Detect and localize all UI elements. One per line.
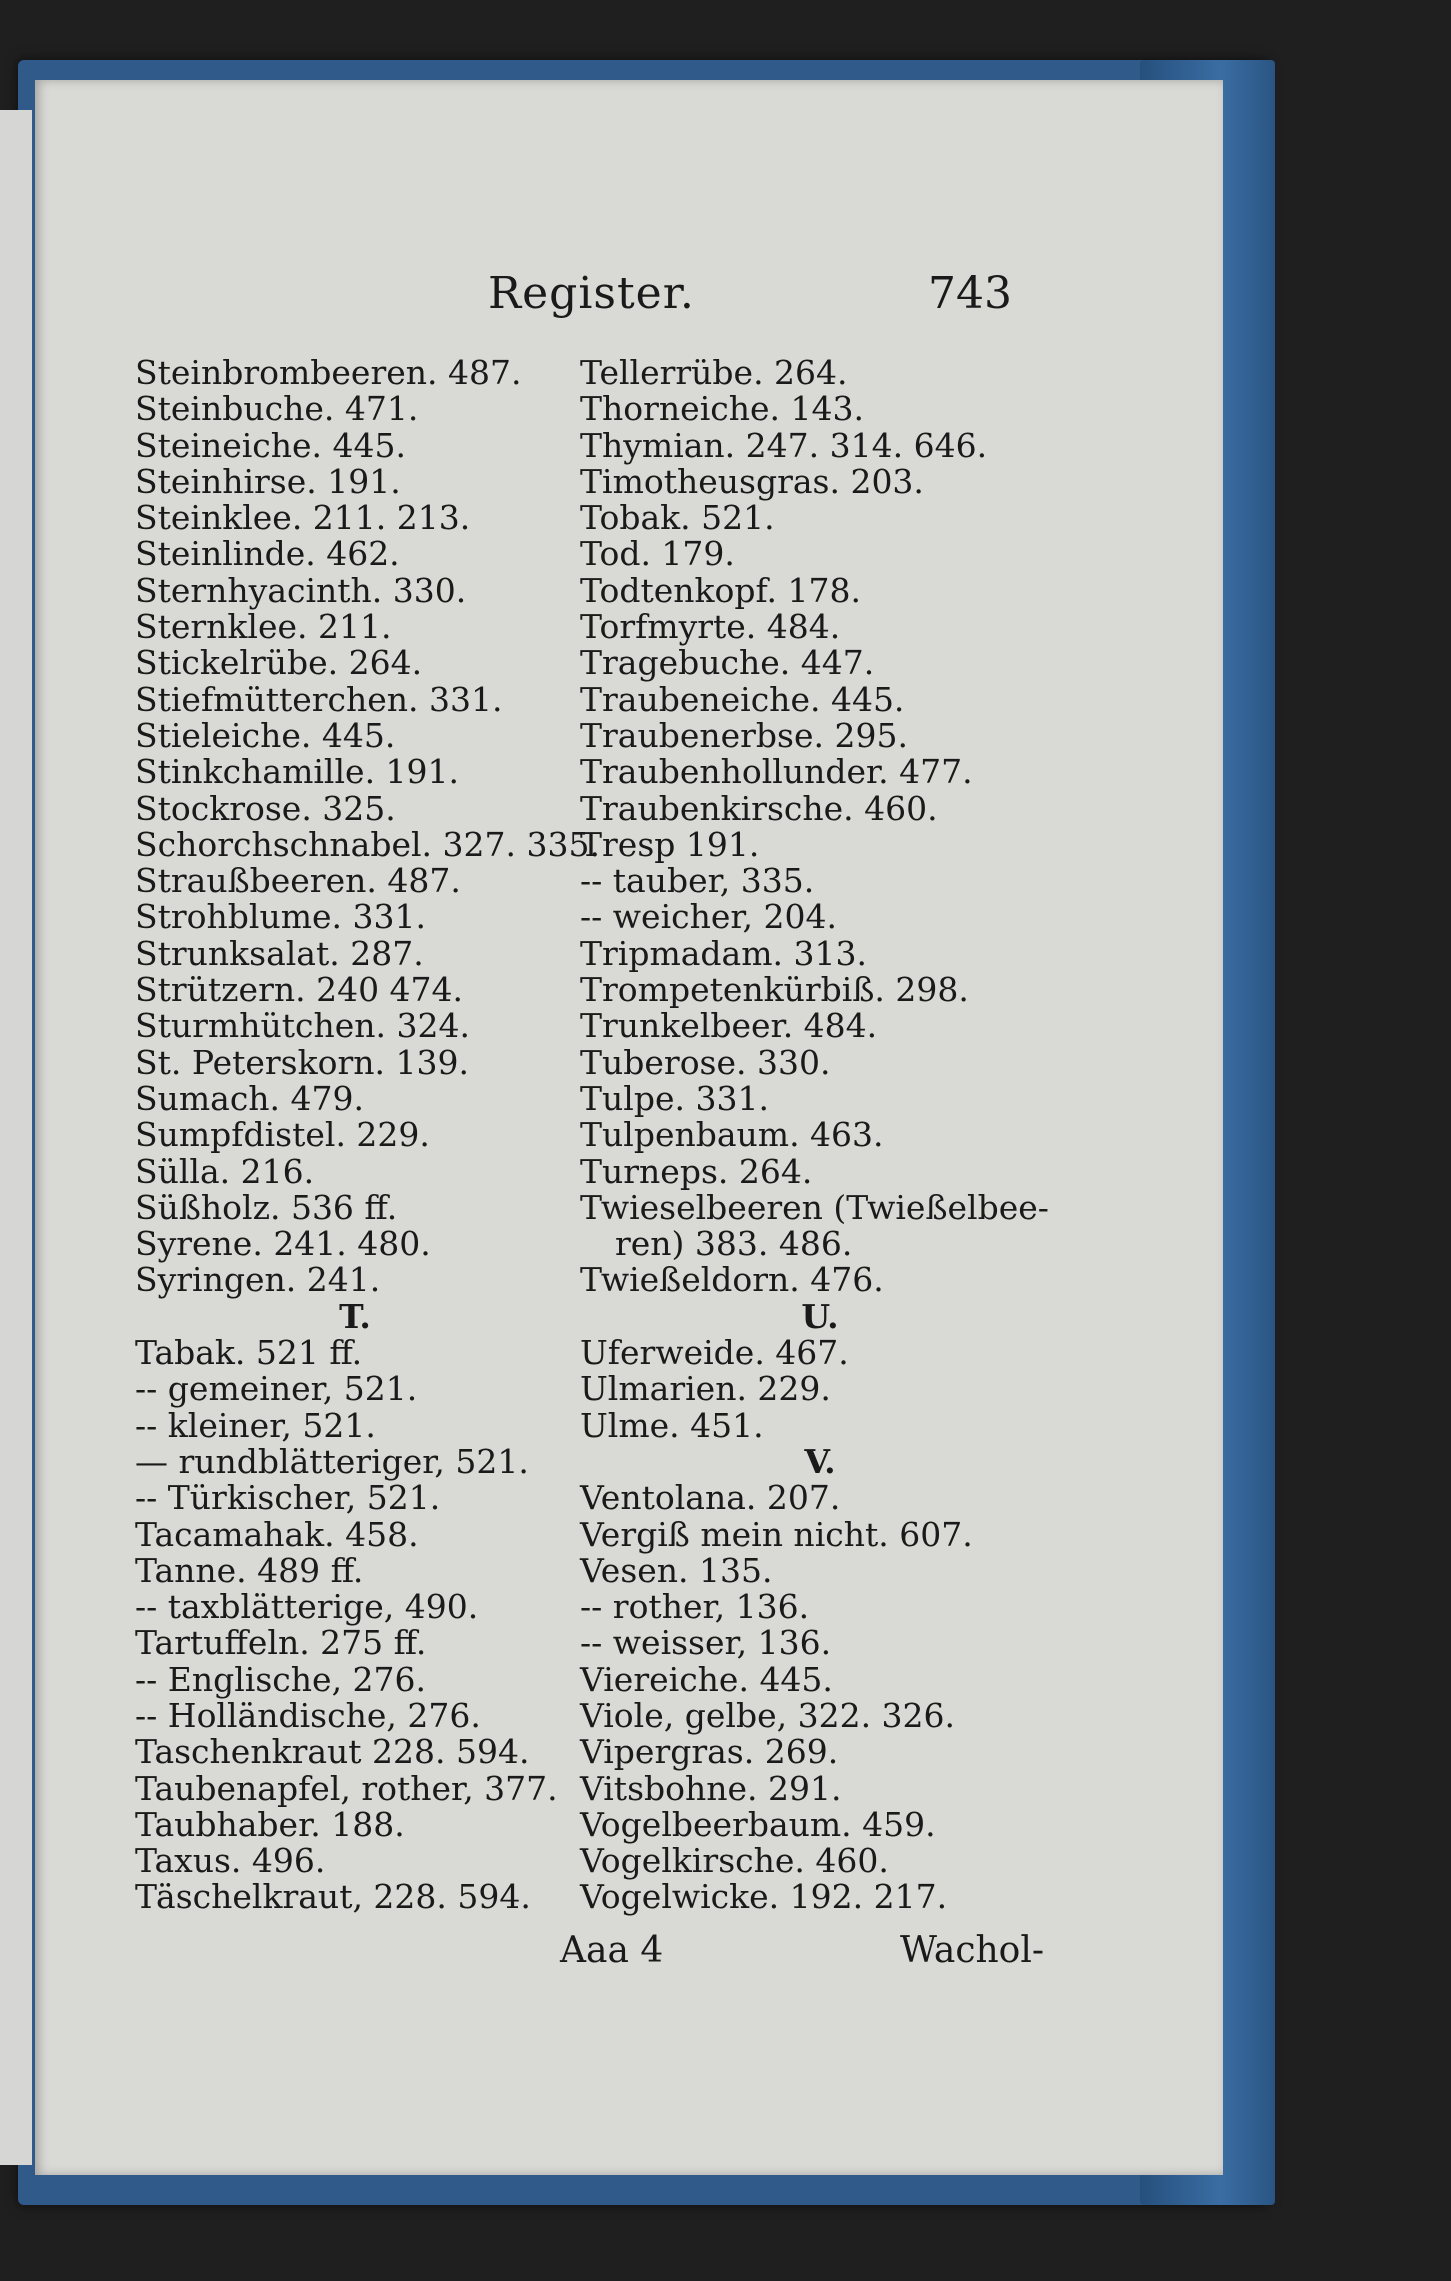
index-entry: Steinlinde. 462. (135, 534, 400, 574)
index-entry: Vogelbeerbaum. 459. (580, 1804, 936, 1844)
index-entry: Tresp 191. (580, 824, 760, 864)
index-entry: Taxus. 496. (135, 1841, 326, 1881)
index-entry: -- rother, 136. (580, 1587, 810, 1627)
index-entry: -- weisser, 136. (580, 1623, 832, 1663)
index-entry: -- weicher, 204. (580, 897, 837, 937)
index-entry: — rundblätteriger, 521. (135, 1441, 529, 1481)
index-entry: Tragebuche. 447. (580, 643, 875, 683)
index-entry: Timotheusgras. 203. (580, 461, 924, 501)
index-entry: Viole, gelbe, 322. 326. (580, 1695, 956, 1735)
index-entry: Syringen. 241. (135, 1260, 381, 1300)
index-entry: Tuberose. 330. (580, 1042, 831, 1082)
section-letter: U. (801, 1296, 839, 1336)
index-entry: ren) 383. 486. (615, 1224, 853, 1264)
index-entry: Todtenkopf. 178. (580, 570, 861, 610)
page-title: Register. (488, 268, 695, 319)
index-entry: -- Türkischer, 521. (135, 1478, 441, 1518)
index-entry: Strützern. 240 474. (135, 970, 464, 1010)
index-entry: Schorchschnabel. 327. 335. (135, 824, 600, 864)
index-entry: Twießeldorn. 476. (580, 1260, 884, 1300)
index-entry: Sturmhütchen. 324. (135, 1006, 470, 1046)
index-entry: Taubenapfel, rother, 377. (135, 1768, 558, 1808)
right-column (580, 355, 1060, 1916)
index-entry: Traubenerbse. 295. (580, 715, 908, 755)
index-entry: Steinhirse. 191. (135, 461, 401, 501)
index-entry: Tartuffeln. 275 ff. (135, 1623, 427, 1663)
index-entry: Thorneiche. 143. (580, 389, 864, 429)
index-entry: Steineiche. 445. (135, 425, 407, 465)
index-entry: Tulpenbaum. 463. (580, 1115, 884, 1155)
index-entry: Tobak. 521. (580, 498, 775, 538)
page-header (0, 268, 1451, 328)
index-entry: Ulme. 451. (580, 1405, 764, 1445)
index-entry: Tacamahak. 458. (135, 1514, 419, 1554)
index-entry: Vergiß mein nicht. 607. (580, 1514, 973, 1554)
index-entry: Vogelwicke. 192. 217. (580, 1877, 948, 1917)
index-entry: Sternhyacinth. 330. (135, 570, 467, 610)
index-entry: Steinklee. 211. 213. (135, 498, 471, 538)
index-entry: -- taxblätterige, 490. (135, 1587, 479, 1627)
index-entry: Viereiche. 445. (580, 1659, 833, 1699)
index-entry: Ulmarien. 229. (580, 1369, 831, 1409)
index-entry: Tulpe. 331. (580, 1078, 769, 1118)
index-entry: -- Englische, 276. (135, 1659, 427, 1699)
index-entry: Taubhaber. 188. (135, 1804, 405, 1844)
index-entry: Tod. 179. (580, 534, 735, 574)
index-entry: Tanne. 489 ff. (135, 1550, 364, 1590)
index-entry: Stiefmütterchen. 331. (135, 679, 503, 719)
index-entry: Sülla. 216. (135, 1151, 315, 1191)
index-entry: Torfmyrte. 484. (580, 607, 841, 647)
index-entry: Syrene. 241. 480. (135, 1224, 431, 1264)
index-entry: -- gemeiner, 521. (135, 1369, 418, 1409)
index-entry: Traubeneiche. 445. (580, 679, 905, 719)
index-entry: Ventolana. 207. (580, 1478, 841, 1518)
index-entry: Straußbeeren. 487. (135, 861, 461, 901)
index-entry: Tabak. 521 ff. (135, 1333, 363, 1373)
index-entry: -- kleiner, 521. (135, 1405, 376, 1445)
index-entry: Steinbrombeeren. 487. (135, 353, 522, 392)
index-entry: Thymian. 247. 314. 646. (580, 425, 988, 465)
section-letter: T. (339, 1296, 371, 1336)
index-entry: St. Peterskorn. 139. (135, 1042, 469, 1082)
index-entry: Trunkelbeer. 484. (580, 1006, 878, 1046)
index-entry: Tripmadam. 313. (580, 933, 867, 973)
index-entry: Sumach. 479. (135, 1078, 365, 1118)
index-entry: Tellerrübe. 264. (580, 353, 848, 392)
index-entry: Stieleiche. 445. (135, 715, 396, 755)
index-entry: Traubenhollunder. 477. (580, 752, 973, 792)
index-entry: Süßholz. 536 ff. (135, 1187, 398, 1227)
index-entry: Sternklee. 211. (135, 607, 392, 647)
index-entry: Traubenkirsche. 460. (580, 788, 938, 828)
left-page-edge (0, 110, 32, 2165)
index-entry: Vogelkirsche. 460. (580, 1841, 889, 1881)
index-entry: -- Holländische, 276. (135, 1695, 481, 1735)
index-entry: Trompetenkürbiß. 298. (580, 970, 969, 1010)
index-entry: -- tauber, 335. (580, 861, 815, 901)
index-entry: Strunksalat. 287. (135, 933, 424, 973)
index-entry: Turneps. 264. (580, 1151, 813, 1191)
left-column (135, 353, 600, 1917)
catchword: Wachol- (900, 1930, 1045, 1971)
index-entry: Vesen. 135. (580, 1550, 773, 1590)
index-entry: Täschelkraut, 228. 594. (135, 1877, 531, 1917)
page-footer (0, 1930, 1451, 1980)
index-entry: Twieselbeeren (Twießelbee- (580, 1187, 1049, 1227)
index-entry: Stickelrübe. 264. (135, 643, 423, 683)
index-entry: Steinbuche. 471. (135, 389, 419, 429)
signature-mark: Aaa 4 (560, 1930, 664, 1971)
index-entry: Sumpfdistel. 229. (135, 1115, 430, 1155)
index-entry: Stockrose. 325. (135, 788, 396, 828)
section-letter: V. (804, 1441, 836, 1481)
index-entry: Uferweide. 467. (580, 1333, 849, 1373)
index-entry: Strohblume. 331. (135, 897, 426, 937)
index-entry: Vitsbohne. 291. (580, 1768, 842, 1808)
index-entry: Stinkchamille. 191. (135, 752, 460, 792)
index-entry: Taschenkraut 228. 594. (135, 1732, 530, 1772)
page-number: 743 (928, 268, 1012, 319)
index-entry: Vipergras. 269. (580, 1732, 839, 1772)
